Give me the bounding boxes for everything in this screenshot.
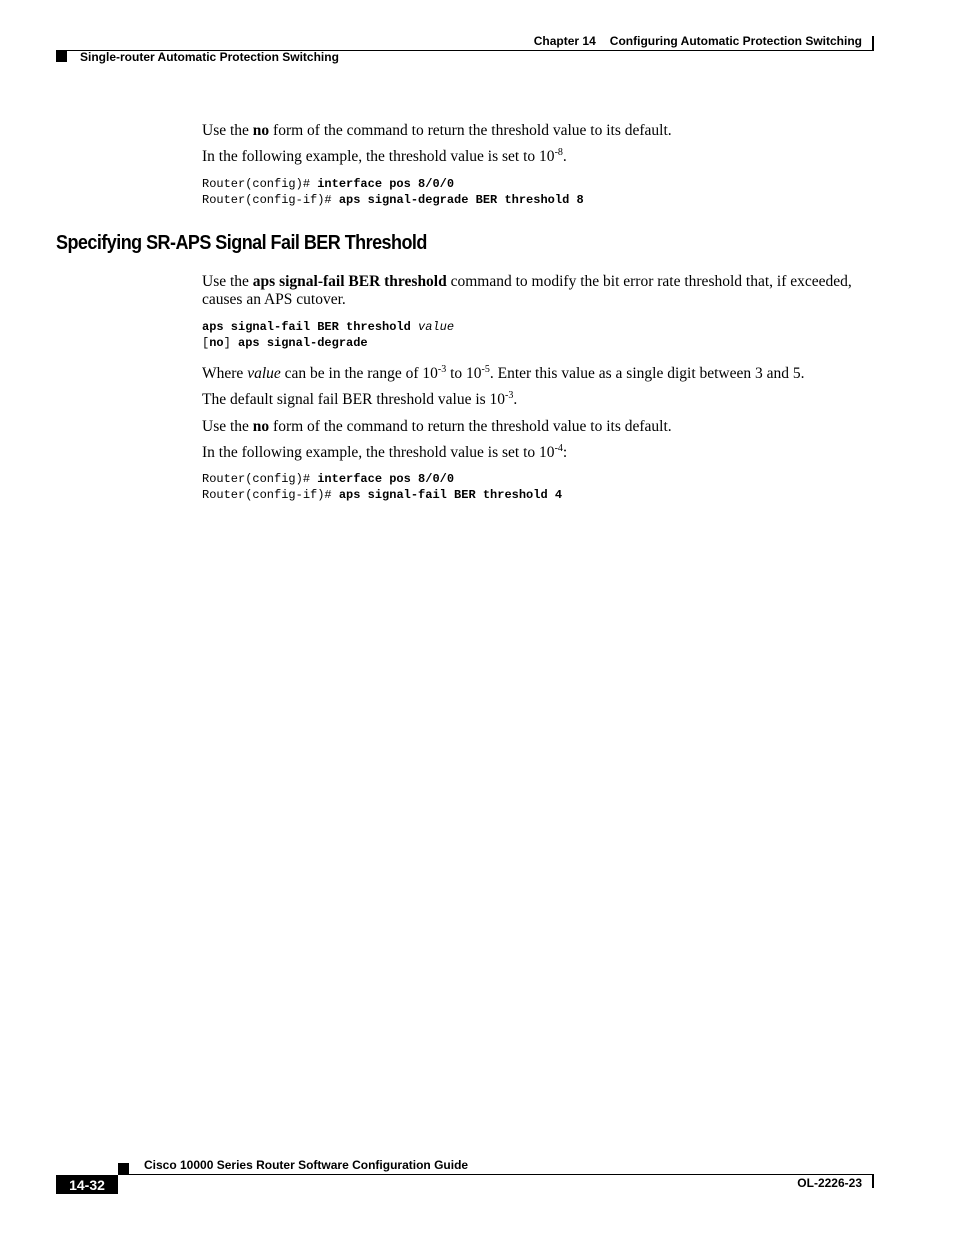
- running-header-section: Single-router Automatic Protection Switching: [80, 50, 339, 64]
- paragraph-command-description: Use the aps signal-fail BER threshold command to modify the bit error rate threshold that, if exceeded, causes an APS cutover.: [202, 273, 852, 308]
- command-syntax: [202, 319, 454, 351]
- footer-rule: [118, 1174, 874, 1175]
- paragraph-default-value: The default signal fail BER threshold value is $10^{-3}$.: [202, 390, 518, 408]
- syntax-line: [no] aps signal-degrade: [202, 336, 368, 350]
- header-square: [56, 51, 67, 62]
- section-heading: Specifying SR-APS Signal Fail BER Threshold: [56, 232, 427, 254]
- paragraph-no-form: Use the no form of the command to return the threshold value to its default.: [202, 122, 672, 139]
- chapter-number: Chapter 14: [533, 34, 596, 48]
- paragraph-value-range: Where value can be in the range of $10^{-3}$ to $10^{-5}$. Enter this value as a single digit between 3 and 5.: [202, 364, 805, 382]
- paragraph-no-form-2: Use the no form of the command to return the threshold value to its default.: [202, 418, 672, 435]
- paragraph-example-intro-2: In the following example, the threshold value is set to $10^{-4}$:: [202, 443, 568, 461]
- header-bar: [872, 36, 874, 51]
- code-line: Router(config)# interface pos 8/0/0: [202, 472, 455, 486]
- syntax-line: aps signal-fail BER threshold value: [202, 320, 455, 334]
- paragraph-example-intro: In the following example, the threshold value is set to $10^{-8}$.: [202, 147, 567, 165]
- chapter-title: Configuring Automatic Protection Switching: [609, 34, 862, 48]
- running-header-chapter: [0, 34, 862, 48]
- footer-square: [118, 1163, 129, 1174]
- code-example-degrade: [202, 176, 584, 208]
- footer-bar: [872, 1175, 874, 1188]
- page-number: 14-32: [56, 1175, 118, 1194]
- code-example-fail: [202, 471, 562, 503]
- document-id: OL-2226-23: [797, 1176, 862, 1190]
- code-line: Router(config-if)# aps signal-fail BER threshold 4: [202, 488, 563, 502]
- code-line: Router(config)# interface pos 8/0/0: [202, 177, 455, 191]
- footer-guide-title: Cisco 10000 Series Router Software Configuration Guide: [144, 1158, 469, 1172]
- code-line: Router(config-if)# aps signal-degrade BER threshold 8: [202, 193, 584, 207]
